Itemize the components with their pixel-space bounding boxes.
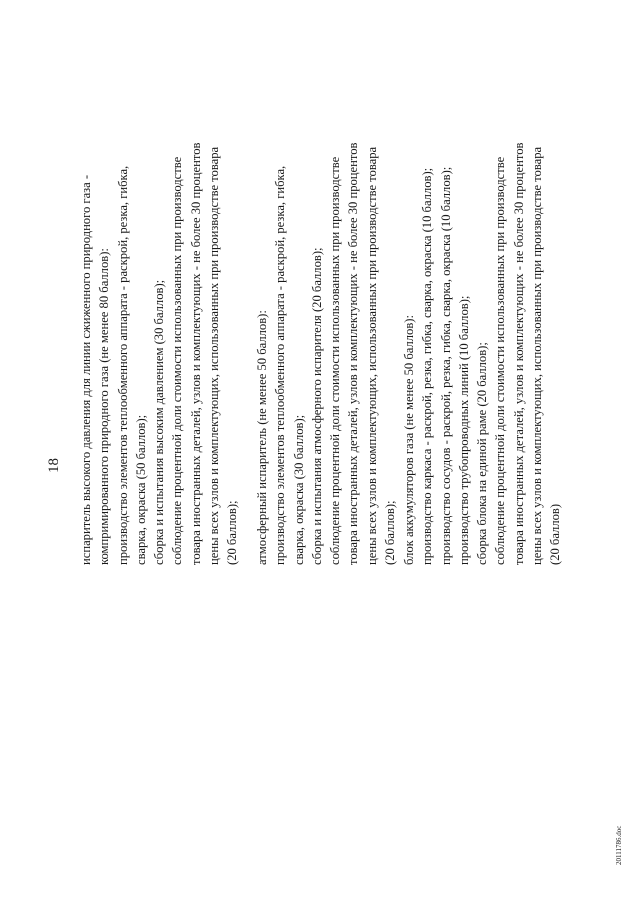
text-line: производство сосудов - раскрой, резка, гибка, сварка, окраска (10 баллов);: [438, 166, 453, 565]
text-line: сварка, окраска (30 баллов);: [291, 414, 306, 565]
text-line: соблюдение процентной доли стоимости использованных при производстве: [493, 156, 508, 565]
text-line: сборка и испытания высоким давлением (30 баллов);: [152, 279, 167, 565]
text-line: цены всех узлов и комплектующих, использованных при производстве товара: [530, 146, 545, 565]
footer-filename: 20111786.doc: [615, 825, 623, 865]
text-line: цены всех узлов и комплектующих, использованных при производстве товара: [364, 146, 379, 565]
text-line: (20 баллов);: [225, 500, 240, 565]
text-line: товара иностранных деталей, узлов и комплектующих - не более 30 процентов: [511, 142, 526, 565]
text-line: атмосферный испаритель (не менее 50 баллов):: [255, 310, 269, 565]
text-line: (20 баллов): [548, 503, 563, 565]
text-line: компримированного природного газа (не менее 80 баллов):: [97, 248, 112, 565]
text-line: сборка блока на единой раме (20 баллов);: [475, 342, 490, 565]
text-line: (20 баллов);: [383, 500, 398, 565]
text-line: соблюдение процентной доли стоимости использованных при производстве: [328, 156, 343, 565]
text-line: соблюдение процентной доли стоимости использованных при производстве: [170, 156, 185, 565]
text-line: товара иностранных деталей, узлов и комплектующих - не более 30 процентов: [346, 142, 361, 565]
paragraph-high-pressure-evaporator: [77, 45, 242, 565]
text-line: блок аккумуляторов газа (не менее 50 баллов):: [402, 315, 416, 565]
page-number: 18: [46, 458, 62, 473]
text-line: сварка, окраска (50 баллов);: [133, 414, 148, 565]
text-line: производство элементов теплообменного аппарата - раскрой, резка, гибка,: [273, 165, 288, 565]
text-line: сборка и испытания атмосферного испарителя (20 баллов);: [309, 247, 324, 565]
text-line: производство каркаса - раскрой, резка, гибка, сварка, окраска (10 баллов);: [420, 167, 435, 565]
paragraph-gas-accumulator-block: [400, 45, 565, 565]
text-line: испаритель высокого давления для линии сжиженного природного газа -: [79, 174, 93, 565]
text-line: цены всех узлов и комплектующих, использованных при производстве товара: [207, 146, 222, 565]
text-line: производство трубопроводных линий (10 баллов);: [456, 295, 471, 565]
paragraph-atmospheric-evaporator: [253, 45, 399, 565]
text-line: товара иностранных деталей, узлов и комплектующих - не более 30 процентов: [188, 142, 203, 565]
text-line: производство элементов теплообменного аппарата - раскрой, резка, гибка,: [115, 165, 130, 565]
